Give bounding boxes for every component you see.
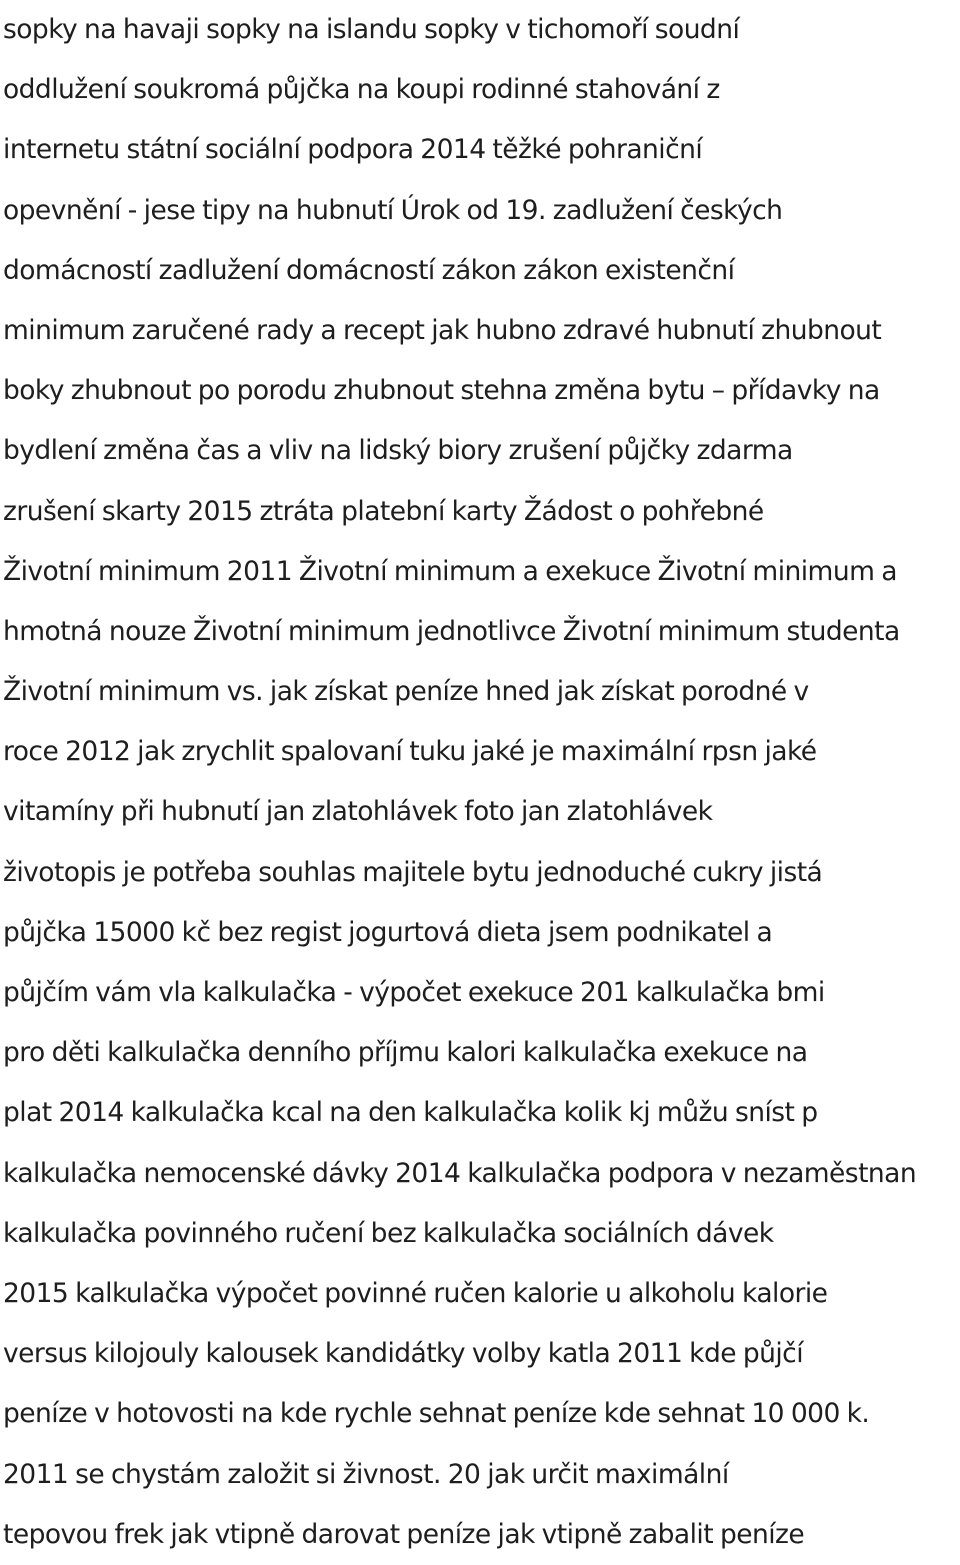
text-line: boky zhubnout po porodu zhubnout stehna změna bytu – přídavky na bbox=[3, 375, 880, 407]
text-line: roce 2012 jak zrychlit spalovaní tuku jaké je maximální rpsn jaké bbox=[3, 736, 817, 768]
text-line: vitamíny při hubnutí jan zlatohlávek foto jan zlatohlávek bbox=[3, 796, 713, 828]
text-line: minimum zaručené rady a recept jak hubno zdravé hubnutí zhubnout bbox=[3, 314, 882, 346]
text-line: internetu státní sociální podpora 2014 těžké pohraniční bbox=[3, 134, 703, 166]
text-line: tepovou frek jak vtipně darovat peníze jak vtipně zabalit peníze bbox=[3, 1518, 805, 1550]
text-line: zrušení skarty 2015 ztráta platební karty Žádost o pohřebné bbox=[3, 495, 764, 527]
text-line: kalkulačka povinného ručení bez kalkulačka sociálních dávek bbox=[3, 1217, 774, 1249]
text-line: 2015 kalkulačka výpočet povinné ručen kalorie u alkoholu kalorie bbox=[3, 1277, 828, 1309]
text-line: peníze v hotovosti na kde rychle sehnat peníze kde sehnat 10 000 k. bbox=[3, 1398, 870, 1430]
text-line: oddlužení soukromá půjčka na koupi rodinné stahování z bbox=[3, 74, 720, 106]
text-line: životopis je potřeba souhlas majitele bytu jednoduché cukry jistá bbox=[3, 856, 823, 888]
text-line: plat 2014 kalkulačka kcal na den kalkulačka kolik kj můžu sníst p bbox=[3, 1097, 818, 1129]
text-line: kalkulačka nemocenské dávky 2014 kalkulačka podpora v nezaměstnan bbox=[3, 1157, 917, 1189]
text-line: sopky na havaji sopky na islandu sopky v tichomoří soudní bbox=[3, 14, 740, 45]
text-line: hmotná nouze Životní minimum jednotlivce Životní minimum studenta bbox=[3, 615, 900, 647]
text-line: bydlení změna čas a vliv na lidský biory zrušení půjčky zdarma bbox=[3, 435, 793, 467]
text-line: domácností zadlužení domácností zákon zákon existenční bbox=[3, 254, 735, 286]
text-line: Životní minimum 2011 Životní minimum a exekuce Životní minimum a bbox=[3, 555, 897, 587]
text-line: půjčím vám vla kalkulačka - výpočet exekuce 201 kalkulačka bmi bbox=[3, 977, 825, 1008]
text-line: půjčka 15000 kč bez regist jogurtová dieta jsem podnikatel a bbox=[3, 916, 773, 948]
text-line: 2011 se chystám založit si živnost. 20 jak určit maximální bbox=[3, 1458, 729, 1490]
text-line: versus kilojouly kalousek kandidátky volby katla 2011 kde půjčí bbox=[3, 1338, 804, 1370]
text-line: Životní minimum vs. jak získat peníze hned jak získat porodné v bbox=[3, 676, 809, 708]
text-line: pro děti kalkulačka denního příjmu kalori kalkulačka exekuce na bbox=[3, 1037, 808, 1069]
text-line: opevnění - jese tipy na hubnutí Úrok od 19. zadlužení českých bbox=[3, 194, 783, 226]
